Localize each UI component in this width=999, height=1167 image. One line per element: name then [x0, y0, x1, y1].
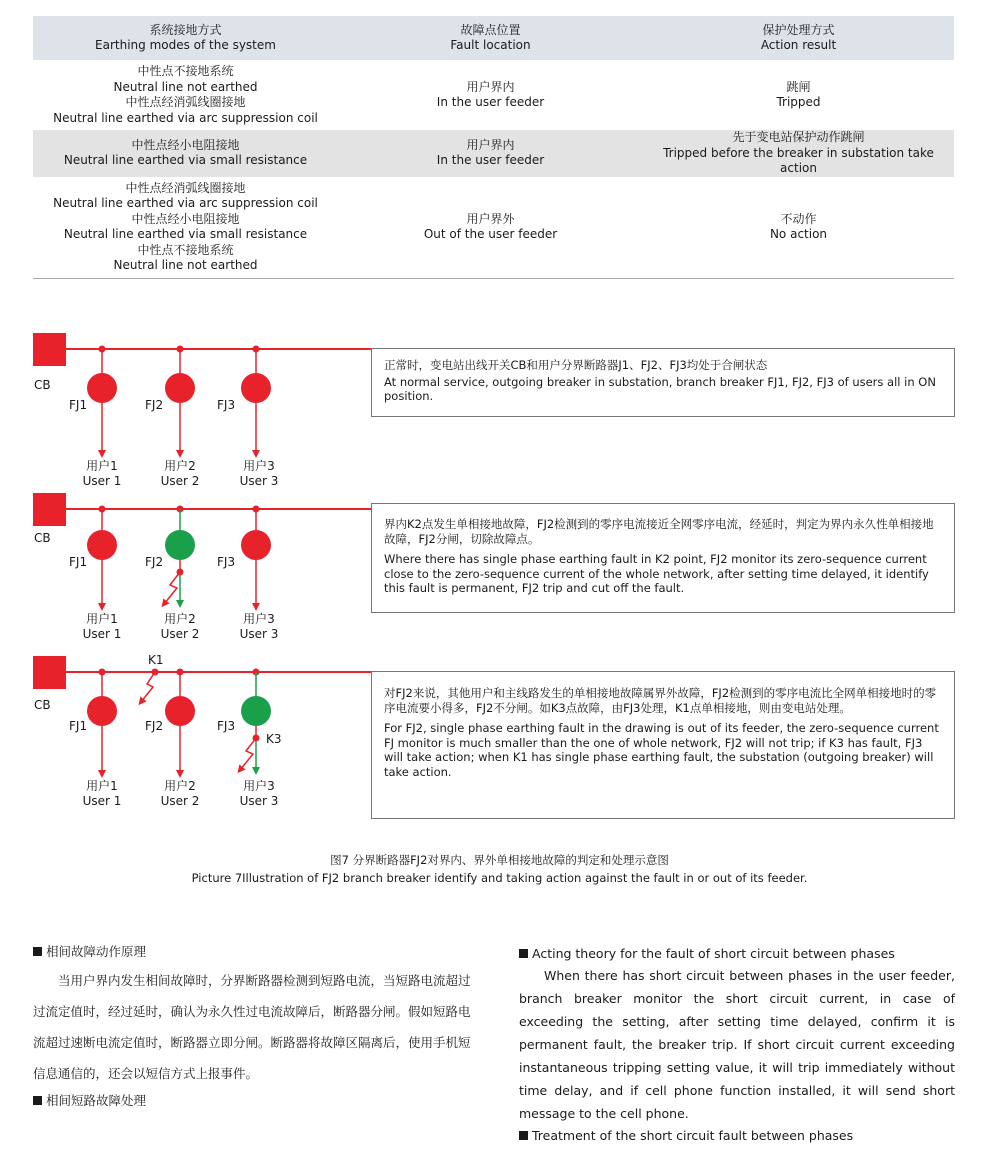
header-earthing-mode: 系统接地方式 Earthing modes of the system — [33, 16, 338, 60]
cell-action: 不动作 No action — [643, 177, 954, 279]
svg-text:用户3: 用户3 — [243, 459, 275, 473]
svg-text:FJ1: FJ1 — [69, 555, 88, 569]
panel-k2-fault — [33, 493, 371, 641]
fj3-breaker — [241, 530, 271, 560]
svg-text:FJ1: FJ1 — [69, 719, 88, 733]
svg-text:User 1: User 1 — [82, 627, 122, 641]
table-row — [33, 177, 954, 279]
svg-text:CB: CB — [34, 378, 51, 392]
fj3-breaker-open — [241, 696, 271, 726]
fj2-breaker-open — [165, 530, 195, 560]
section-heading: Acting theory for the fault of short circuit between phases — [519, 944, 955, 964]
svg-text:用户1: 用户1 — [86, 612, 118, 626]
left-text-column — [33, 942, 481, 1113]
svg-text:用户2: 用户2 — [164, 612, 196, 626]
cell-location: 用户界内 In the user feeder — [338, 130, 643, 177]
svg-text:FJ2: FJ2 — [145, 398, 164, 412]
cell-mode: 中性点经消弧线圈接地 Neutral line earthed via arc suppression coil 中性点经小电阻接地 Neutral line earthed via small resistance 中性点不接地系统 Neutral line not earthed — [33, 177, 338, 279]
cell-mode: 中性点经小电阻接地 Neutral line earthed via small resistance — [33, 130, 338, 177]
svg-text:User 1: User 1 — [82, 474, 122, 488]
cell-action: 先于变电站保护动作跳闸 Tripped before the breaker in substation take action — [643, 130, 954, 177]
svg-text:FJ3: FJ3 — [217, 398, 236, 412]
section-heading: Treatment of the short circuit fault between phases — [519, 1125, 955, 1147]
svg-text:K1: K1 — [148, 653, 164, 667]
svg-text:FJ3: FJ3 — [217, 555, 236, 569]
cb-breaker — [33, 656, 66, 689]
cell-action: 跳闸 Tripped — [776, 79, 821, 109]
fj1-breaker — [87, 530, 117, 560]
fault-lightning-icon — [164, 572, 180, 604]
section-heading: 相间故障动作原理 — [33, 942, 481, 962]
panel-external-fault — [33, 653, 371, 808]
fj2-breaker — [165, 696, 195, 726]
svg-text:用户2: 用户2 — [164, 779, 196, 793]
svg-text:FJ2: FJ2 — [145, 555, 164, 569]
svg-text:User 2: User 2 — [160, 474, 200, 488]
svg-text:用户1: 用户1 — [86, 779, 118, 793]
svg-text:User 3: User 3 — [239, 474, 279, 488]
panel-3-description: 对FJ2来说，其他用户和主线路发生的单相接地故障属界外故障，FJ2检测到的零序电流比全网单相接地时的零序电流要小得多，FJ2不分闸。如K3点故障，由FJ3处理，K1点单相接地，则由变电站处理。 For FJ2, single phase earthing fault in the drawing is out of its feeder, the zero-sequence current FJ monitor is much smaller than the one of whole network, FJ2 will not trip; if K3 has fault, FJ3 will take action; when K1 has single phase earthing fault, the substation (outgoing breaker) will take action. — [371, 671, 955, 819]
earthing-mode-table — [33, 16, 954, 279]
cell-mode: 中性点不接地系统 Neutral line not earthed 中性点经消弧线圈接地 Neutral line earthed via arc suppression coil — [53, 64, 318, 125]
svg-text:用户3: 用户3 — [243, 779, 275, 793]
svg-text:User 3: User 3 — [239, 794, 279, 808]
fj1-breaker — [87, 696, 117, 726]
svg-text:FJ1: FJ1 — [69, 398, 88, 412]
table-header-row — [33, 16, 954, 60]
svg-text:用户2: 用户2 — [164, 459, 196, 473]
cell-location: 用户界外 Out of the user feeder — [338, 177, 643, 279]
section-heading: 相间短路故障处理 — [33, 1089, 481, 1113]
fault-lightning-icon — [141, 672, 155, 702]
fault-lightning-icon — [240, 738, 256, 770]
svg-text:CB: CB — [34, 531, 51, 545]
body-paragraph: When there has short circuit between phases in the user feeder, branch breaker monitor the short circuit current, in case of exceeding the setting, after setting time delayed, confirm it is permanent fault, the breaker trip. If short circuit current exceeding instantaneous tripping setting value, it will trip immediately without time delay, and if cell phone function installed, it will send short message to the cell phone. — [519, 968, 955, 1121]
figure-caption: 图7 分界断路器FJ2对界内、界外单相接地故障的判定和处理示意图 Picture 7Illustration of FJ2 branch breaker identify and taking action against the fault in or out of its feeder. — [191, 853, 808, 885]
fj1-breaker — [87, 373, 117, 403]
svg-text:用户1: 用户1 — [86, 459, 118, 473]
panel-normal — [33, 333, 371, 488]
svg-text:用户3: 用户3 — [243, 612, 275, 626]
cb-breaker — [33, 333, 66, 366]
svg-text:User 2: User 2 — [160, 627, 200, 641]
panel-1-description: 正常时，变电站出线开关CB和用户分界断路器J1、FJ2、FJ3均处于合闸状态 At normal service, outgoing breaker in substation, branch breaker FJ1, FJ2, FJ3 of users all in ON position. — [371, 348, 955, 417]
body-paragraph: 当用户界内发生相间故障时，分界断路器检测到短路电流，当短路电流超过过流定值时，经过延时，确认为永久性过电流故障后，断路器分闸。假如短路电流超过速断电流定值时，断路器立即分闸。断路器将故障区隔离后，使用手机短信息通信的，还会以短信方式上报事件。 — [33, 973, 471, 1081]
header-action-result: 保护处理方式 Action result — [643, 16, 954, 60]
svg-text:CB: CB — [34, 698, 51, 712]
cb-breaker — [33, 493, 66, 526]
svg-text:FJ2: FJ2 — [145, 719, 164, 733]
cell-location: 用户界内 In the user feeder — [436, 79, 545, 109]
svg-text:K3: K3 — [266, 732, 282, 746]
fj2-breaker — [165, 373, 195, 403]
right-text-column — [519, 944, 955, 1147]
svg-text:User 3: User 3 — [239, 627, 279, 641]
svg-text:User 2: User 2 — [160, 794, 200, 808]
header-fault-location: 故障点位置 Fault location — [338, 16, 643, 60]
svg-text:FJ3: FJ3 — [217, 719, 236, 733]
panel-2-description: 界内K2点发生单相接地故障，FJ2检测到的零序电流接近全网零序电流，经延时，判定为界内永久性单相接地故障，FJ2分闸，切除故障点。 Where there has single phase earthing fault in K2 point, FJ2 monitor its zero-sequence current close to the zero-sequence current of the whole network, after setting time delayed, it identify this fault is permanent, FJ2 trip and cut off the fault. — [371, 503, 955, 613]
table-row — [33, 60, 954, 130]
svg-text:User 1: User 1 — [82, 794, 122, 808]
table-row — [33, 130, 954, 177]
fj3-breaker — [241, 373, 271, 403]
